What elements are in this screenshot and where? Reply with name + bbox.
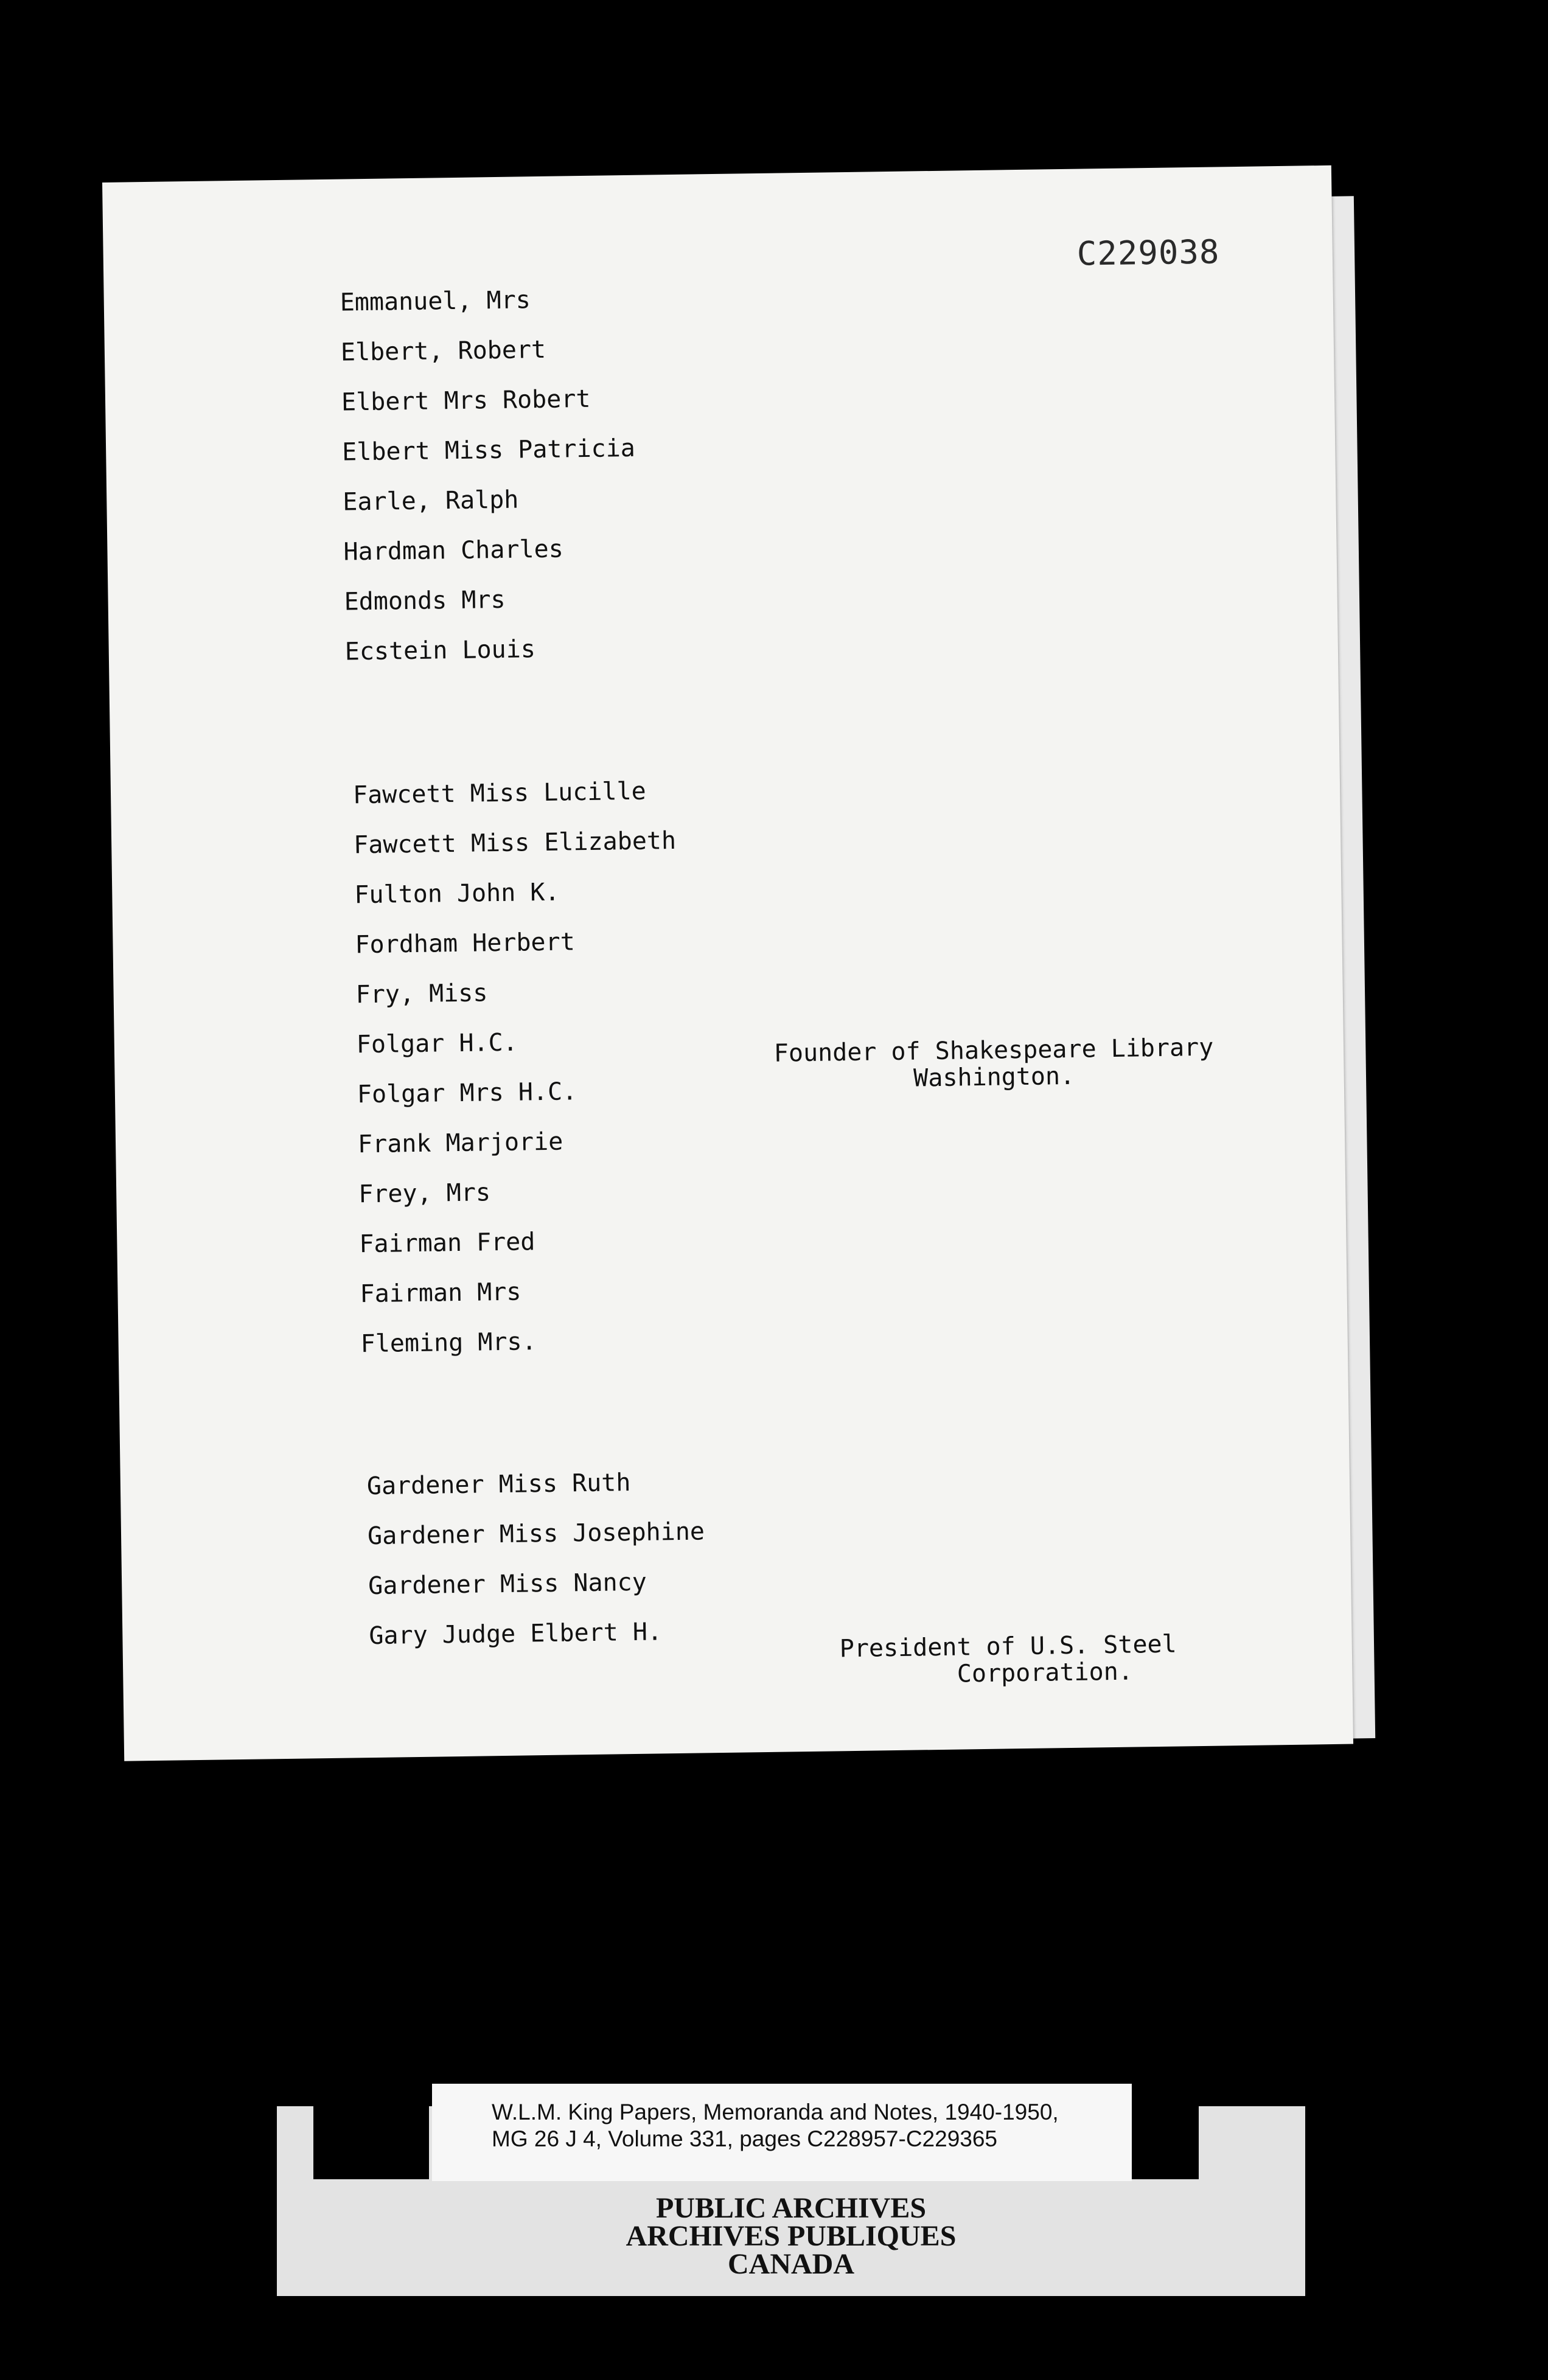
annotation-folgar bbox=[762, 1034, 1226, 1094]
list-item: Folgar Mrs H.C. bbox=[357, 1077, 577, 1109]
archives-stamp bbox=[560, 2194, 1022, 2278]
list-item: Hardman Charles bbox=[343, 535, 564, 566]
annotation-line: Founder of Shakespeare Library bbox=[773, 1033, 1214, 1068]
document-page bbox=[102, 165, 1353, 1761]
stamp-line: PUBLIC ARCHIVES bbox=[655, 2192, 927, 2224]
annotation-line: President of U.S. Steel bbox=[839, 1630, 1177, 1663]
label-notch bbox=[1132, 2106, 1199, 2179]
list-item: Edmonds Mrs bbox=[344, 585, 506, 616]
list-item: Fleming Mrs. bbox=[360, 1327, 537, 1359]
list-item: Folgar H.C. bbox=[356, 1028, 518, 1059]
list-item: Fairman Mrs bbox=[360, 1278, 521, 1309]
list-item: Gardener Miss Ruth bbox=[366, 1469, 631, 1501]
list-item: Gardener Miss Josephine bbox=[367, 1517, 705, 1551]
list-item: Ecstein Louis bbox=[344, 635, 536, 666]
annotation-gary bbox=[819, 1630, 1197, 1689]
list-item: Fawcett Miss Elizabeth bbox=[353, 826, 677, 860]
list-item: Elbert, Robert bbox=[340, 335, 546, 367]
list-item: Fawcett Miss Lucille bbox=[352, 777, 647, 810]
citation-line: MG 26 J 4, Volume 331, pages C228957-C229365 bbox=[492, 2126, 998, 2151]
list-item: Earle, Ralph bbox=[343, 485, 519, 517]
list-item: Fulton John K. bbox=[354, 878, 560, 910]
list-item: Elbert Mrs Robert bbox=[341, 384, 591, 417]
list-item: Gary Judge Elbert H. bbox=[369, 1618, 663, 1651]
list-item: Fordham Herbert bbox=[355, 928, 576, 959]
citation-text bbox=[492, 2099, 1059, 2152]
annotation-line: Washington. bbox=[913, 1062, 1075, 1093]
annotation-line: Corporation. bbox=[957, 1657, 1134, 1688]
citation-line: W.L.M. King Papers, Memoranda and Notes, 1940-1950, bbox=[492, 2100, 1059, 2124]
list-item: Gardener Miss Nancy bbox=[368, 1568, 647, 1601]
stamp-line: ARCHIVES PUBLIQUES bbox=[626, 2220, 957, 2252]
list-item: Elbert Miss Patricia bbox=[341, 434, 636, 467]
list-item: Fry, Miss bbox=[355, 979, 488, 1009]
list-item: Fairman Fred bbox=[359, 1228, 535, 1259]
stamp-line: CANADA bbox=[728, 2248, 854, 2280]
label-notch bbox=[313, 2106, 429, 2179]
reference-number: C229038 bbox=[1076, 232, 1220, 273]
list-item: Frey, Mrs bbox=[358, 1178, 491, 1209]
list-item: Emmanuel, Mrs bbox=[340, 286, 531, 317]
list-item: Frank Marjorie bbox=[357, 1127, 563, 1159]
